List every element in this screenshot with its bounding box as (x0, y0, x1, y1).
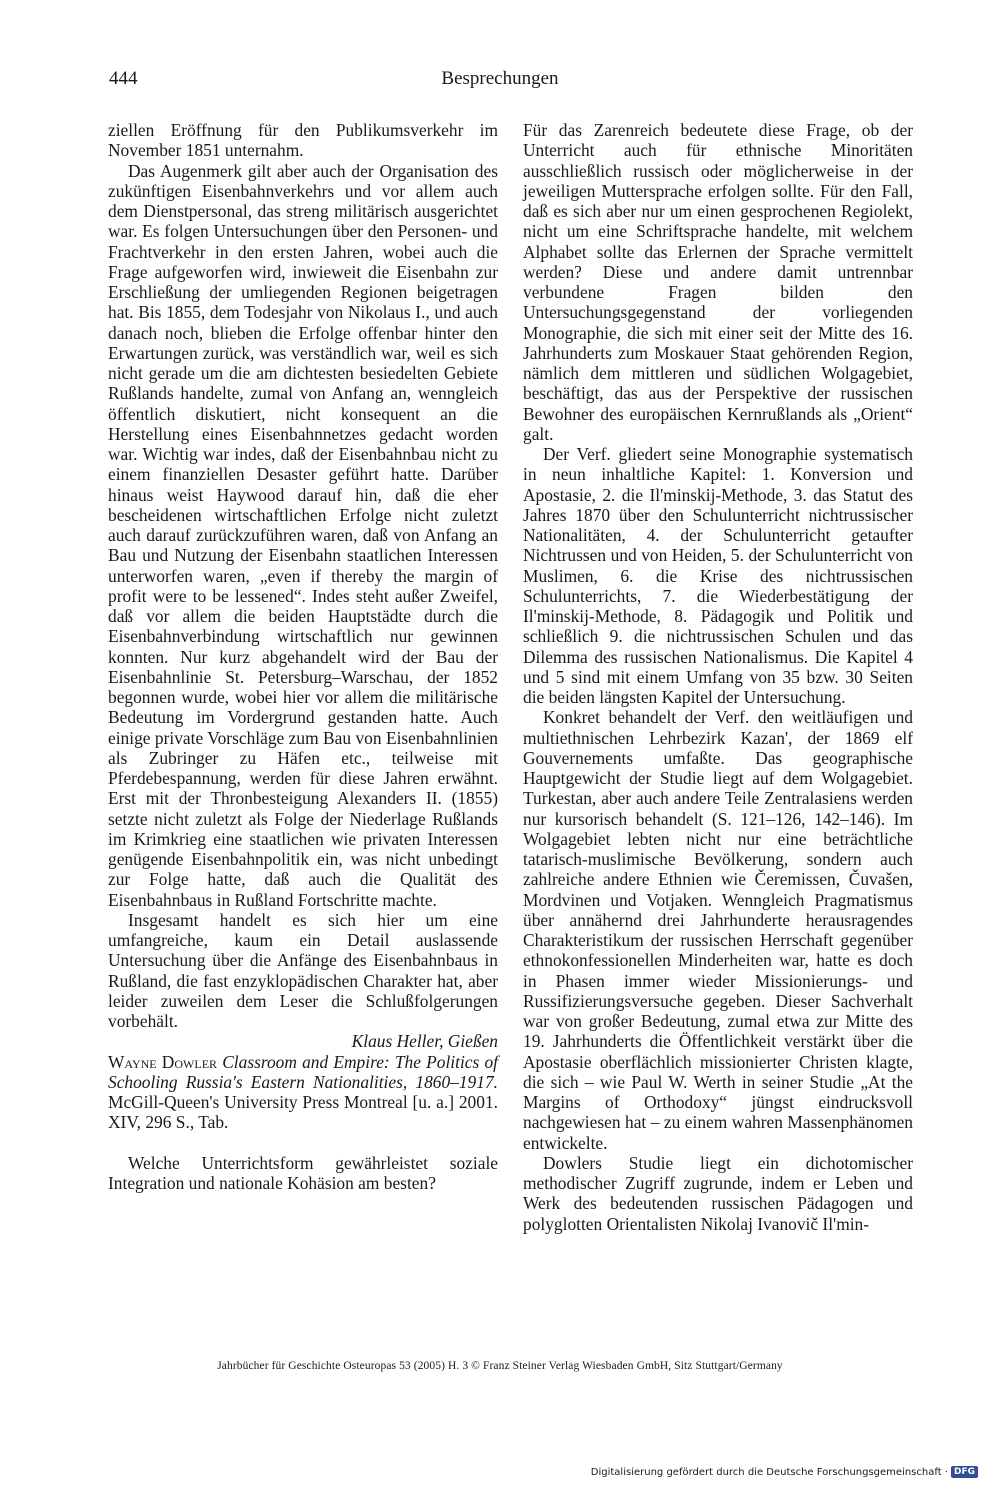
paragraph: Für das Zarenreich bedeutete diese Frage, ob der Unterricht auch für ethnische Minoritäten ausschließlich russisch oder möglicherweise in der jeweiligen Muttersprache erfolgen sollte. Für den Fall, daß es sich aber nur um einen gesprochenen Regiolekt, nicht um eine Schriftsprache handelte, mit welchem Alphabet sollte das Erlernen der Sprache vermittelt werden? Diese und andere damit untrennbar verbundene Fragen bilden den Untersuchungsgegenstand der vorliegenden Monographie, die sich mit einer seit der Mitte des 16. Jahrhunderts zum Moskauer Staat gehörenden Region, nämlich dem mittleren und südlichen Wolgagebiet, beschäftigt, das aus der Perspektive der russischen Bewohner des europäischen Kernrußlands als „Orient“ galt. (523, 120, 913, 444)
paragraph: Welche Unterrichtsform gewährleistet soziale Integration und nationale Kohäsion am besten? (108, 1152, 498, 1193)
paragraph: Konkret behandelt der Verf. den weitläufigen und multiethnischen Lehrbezirk Kazan', der 1869 elf Gouvernements umfaßte. Das geographische Hauptgewicht der Studie liegt auf dem Wolgagebiet. Turkestan, aber auch andere Teile Zentralasiens werden nur kursorisch behandelt (S. 121–126, 142–146). Im Wolgagebiet lebten nicht nur eine beträchtliche tatarisch-muslimische Bevölkerung, sondern auch zahlreiche andere Ethnien wie Čeremissen, Čuvašen, Mordvinen und Votjaken. Wenngleich Pragmatismus über annähernd drei Jahrhunderte herausragendes Charakteristikum der russischen Herrschaft gegenüber ethnokonfessionellen Minderheiten war, hatte es doch in Phasen immer wieder Missionierungs- und Russifizierungsversuche gegeben. Dieser Sachverhalt war von großer Bedeutung, zumal etwa zur Mitte des 19. Jahrhunderts die Öffentlichkeit verstärkt über die Apostasie oberflächlich missionierter Christen klagte, die sich – wie Paul W. Werth in seiner Studie „At the Margins of Orthodoxy“ jüngst eindrucksvoll nachgewiesen hat – zu einem wahren Massenphänomen entwickelte. (523, 707, 913, 1153)
digitization-text: Digitalisierung gefördert durch die Deutsche Forschungsgemeinschaft · (590, 1466, 948, 1478)
paragraph: Dowlers Studie liegt ein dichotomischer methodischer Zugriff zugrunde, indem er Leben und Werk des bedeutenden russischen Pädagogen und polyglotten Orientalisten Nikolaj Ivanovič Il'min- (523, 1152, 913, 1234)
right-column (523, 120, 913, 1234)
paragraph: ziellen Eröffnung für den Publikumsverkehr im November 1851 unternahm. (108, 120, 498, 161)
dfg-logo-icon: DFG (951, 1466, 978, 1478)
page-number: 444 (109, 68, 138, 89)
review-author: Wayne Dowler (108, 1051, 218, 1072)
paragraph: Das Augenmerk gilt aber auch der Organisation des zukünftigen Eisenbahnverkehrs und vor allem auch dem Dienstpersonal, das streng militärisch ausgerichtet war. Es folgen Untersuchungen über den Personen- und Frachtverkehr in den ersten Jahren, wobei auch die Frage aufgeworfen wird, inwieweit die Eisenbahn zur Erschließung der umliegenden Regionen beigetragen hat. Bis 1855, dem Todesjahr von Nikolaus I., und auch danach noch, blieben die Erfolge offenbar hinter den Erwartungen zurück, was verständlich war, weil es sich nicht gerade um die am dichtesten besiedelten Gebiete Rußlands handelte, zumal von Anfang an, wenngleich öffentlich diskutiert, nicht konsequent an die Herstellung eines Eisenbahnnetzes gedacht worden war. Wichtig war indes, daß der Eisenbahnbau nicht zu einem finanziellen Desaster geführt hatte. Darüber hinaus weist Haywood darauf hin, daß die eher bescheidenen wirtschaftlichen Erfolge nicht zuletzt auch darauf zurückzuführen waren, daß von Anfang an Bau und Nutzung der Eisenbahn staatlichen Interessen unterworfen waren, „even if thereby the margin of profit were to be lessened“. Indes steht außer Zweifel, daß vor allem die beiden Hauptstädte durch die Eisenbahnverbindung wirtschaftlich nur gewinnen konnten. Nur kurz abgehandelt wird der Bau der Eisenbahnlinie St. Petersburg–Warschau, der 1852 begonnen wurde, wobei hier vor allem die militärische Bedeutung im Vordergrund gestanden hatte. Auch einige private Vorschläge zum Bau von Eisenbahnlinien als Zubringer zu Häfen etc., teilweise mit Pferdebespannung, werden für diese Jahren erwähnt. Erst mit der Thronbesteigung Alexanders II. (1855) setzte nicht zuletzt als Folge der Niederlage Rußlands im Krimkrieg eine staatlichen wie privaten Interessen genügende Eisenbahnpolitik ein, was nicht unbedingt zur Folge hatte, daß auch die Qualität des Eisenbahnbaus in Rußland Fortschritte machte. (108, 160, 498, 910)
review-heading (108, 1052, 498, 1133)
left-column (108, 120, 498, 1193)
journal-citation: Jahrbücher für Geschichte Osteuropas 53 (2005) H. 3 © Franz Steiner Verlag Wiesbaden GmbH, Sitz Stuttgart/Germany (217, 1360, 783, 1372)
running-title: Besprechungen (441, 68, 559, 89)
digitization-note (591, 1466, 978, 1478)
review-publication-info: McGill-Queen's University Press Montreal [u. a.] 2001. XIV, 296 S., Tab. (108, 1092, 498, 1133)
review-book-title: Classroom and Empire: The Politics of Schooling Russia's Eastern Nationalities, 1860–1917. (108, 1051, 498, 1092)
paragraph: Der Verf. gliedert seine Monographie systematisch in neun inhaltliche Kapitel: 1. Konversion und Apostasie, 2. die Il'minskij-Methode, 3. das Statut des Jahres 1870 über den Schulunterricht nichtrussischer Nationalitäten, 4. der Schulunterricht getaufter Nichtrussen und von Heiden, 5. der Schulunterricht von Muslimen, 6. die Krise des nichtrussischen Schulunterrichts, 7. die Wiederbestätigung der Il'minskij-Methode, 8. Pädagogik und Politik und schließlich 9. die nichtrussischen Schulen und das Dilemma des russischen Nationalismus. Die Kapitel 4 und 5 sind mit einem Umfang von 35 bzw. 30 Seiten die beiden längsten Kapitel der Untersuchung. (523, 444, 913, 707)
paragraph: Insgesamt handelt es sich hier um eine umfangreiche, kaum ein Detail auslassende Untersuchung über die Anfänge des Eisenbahnbaus in Rußland, die fast enzyklopädischen Charakter hat, aber leider zuweilen dem Leser die Schlußfolgerungen vorbehält. (108, 909, 498, 1031)
reviewer-signature: Klaus Heller, Gießen (351, 1031, 498, 1052)
